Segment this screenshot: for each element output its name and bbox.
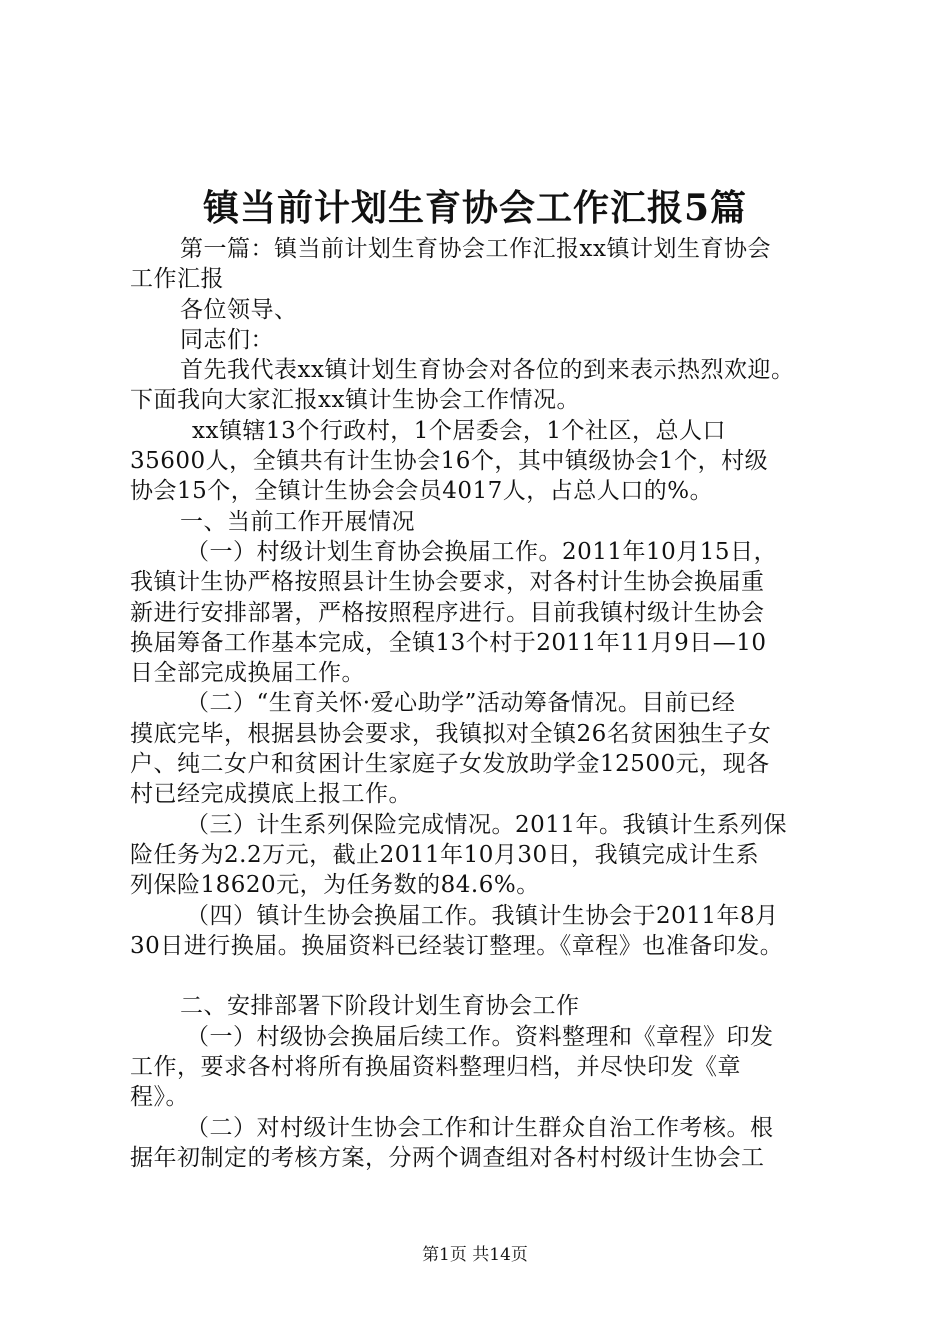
body-line: 协会15个，全镇计生协会会员4017人，占总人口的%。 <box>130 478 714 505</box>
body-line: （二）对村级计生协会工作和计生群众自治工作考核。根 <box>186 1114 774 1141</box>
body-line: 村已经完成摸底上报工作。 <box>130 781 412 808</box>
body-line: 一、当前工作开展情况 <box>180 508 415 535</box>
body-line: 工作汇报 <box>130 266 224 293</box>
body-line: 工作，要求各村将所有换届资料整理归档，并尽快印发《章 <box>130 1054 741 1081</box>
body-line: xx镇辖13个行政村，1个居委会，1个社区，总人口 <box>192 417 726 444</box>
body-line: （一）村级协会换届后续工作。资料整理和《章程》印发 <box>186 1023 774 1050</box>
body-line: 险任务为2.2万元，截止2011年10月30日，我镇完成计生系 <box>130 841 760 868</box>
blank-line <box>130 961 850 991</box>
body-line: 二、安排部署下阶段计划生育协会工作 <box>180 993 580 1020</box>
body-line: 首先我代表xx镇计划生育协会对各位的到来表示热烈欢迎。 <box>180 357 795 384</box>
body-line: 同志们： <box>180 326 274 353</box>
body-line: （二）“生育关怀·爱心助学”活动筹备情况。目前已经 <box>186 690 736 717</box>
body-line: 我镇计生协严格按照县计生协会要求，对各村计生协会换届重 <box>130 569 765 596</box>
body-line: 据年初制定的考核方案，分两个调查组对各村村级计生协会工 <box>130 1144 765 1171</box>
body-line: 户、纯二女户和贫困计生家庭子女发放助学金12500元，现各 <box>130 751 770 778</box>
body-line: 各位领导、 <box>180 296 298 323</box>
document-body <box>130 234 850 1173</box>
body-line: 下面我向大家汇报xx镇计生协会工作情况。 <box>130 387 580 414</box>
body-line: 换届筹备工作基本完成，全镇13个村于2011年11月9日—10 <box>130 629 767 656</box>
body-line: （一）村级计划生育协会换届工作。2011年10月15日， <box>186 538 778 565</box>
body-line: 摸底完毕，根据县协会要求，我镇拟对全镇26名贫困独生子女 <box>130 720 772 747</box>
body-line: 35600人，全镇共有计生协会16个，其中镇级协会1个，村级 <box>130 448 769 475</box>
document-title: 镇当前计划生育协会工作汇报5篇 <box>202 187 748 229</box>
body-line: （三）计生系列保险完成情况。2011年。我镇计生系列保 <box>186 811 788 838</box>
body-line: 列保险18620元，为任务数的84.6%。 <box>130 872 540 899</box>
page-footer: 第1页 共14页 <box>422 1245 528 1265</box>
body-line: （四）镇计生协会换届工作。我镇计生协会于2011年8月 <box>186 902 779 929</box>
body-line: 日全部完成换届工作。 <box>130 660 365 687</box>
body-line: 程》。 <box>130 1084 189 1111</box>
body-line: 第一篇：镇当前计划生育协会工作汇报xx镇计划生育协会 <box>180 236 771 262</box>
body-line: 30日进行换届。换届资料已经装订整理。《章程》也准备印发。 <box>130 932 784 959</box>
body-line: 新进行安排部署，严格按照程序进行。目前我镇村级计生协会 <box>130 599 765 626</box>
